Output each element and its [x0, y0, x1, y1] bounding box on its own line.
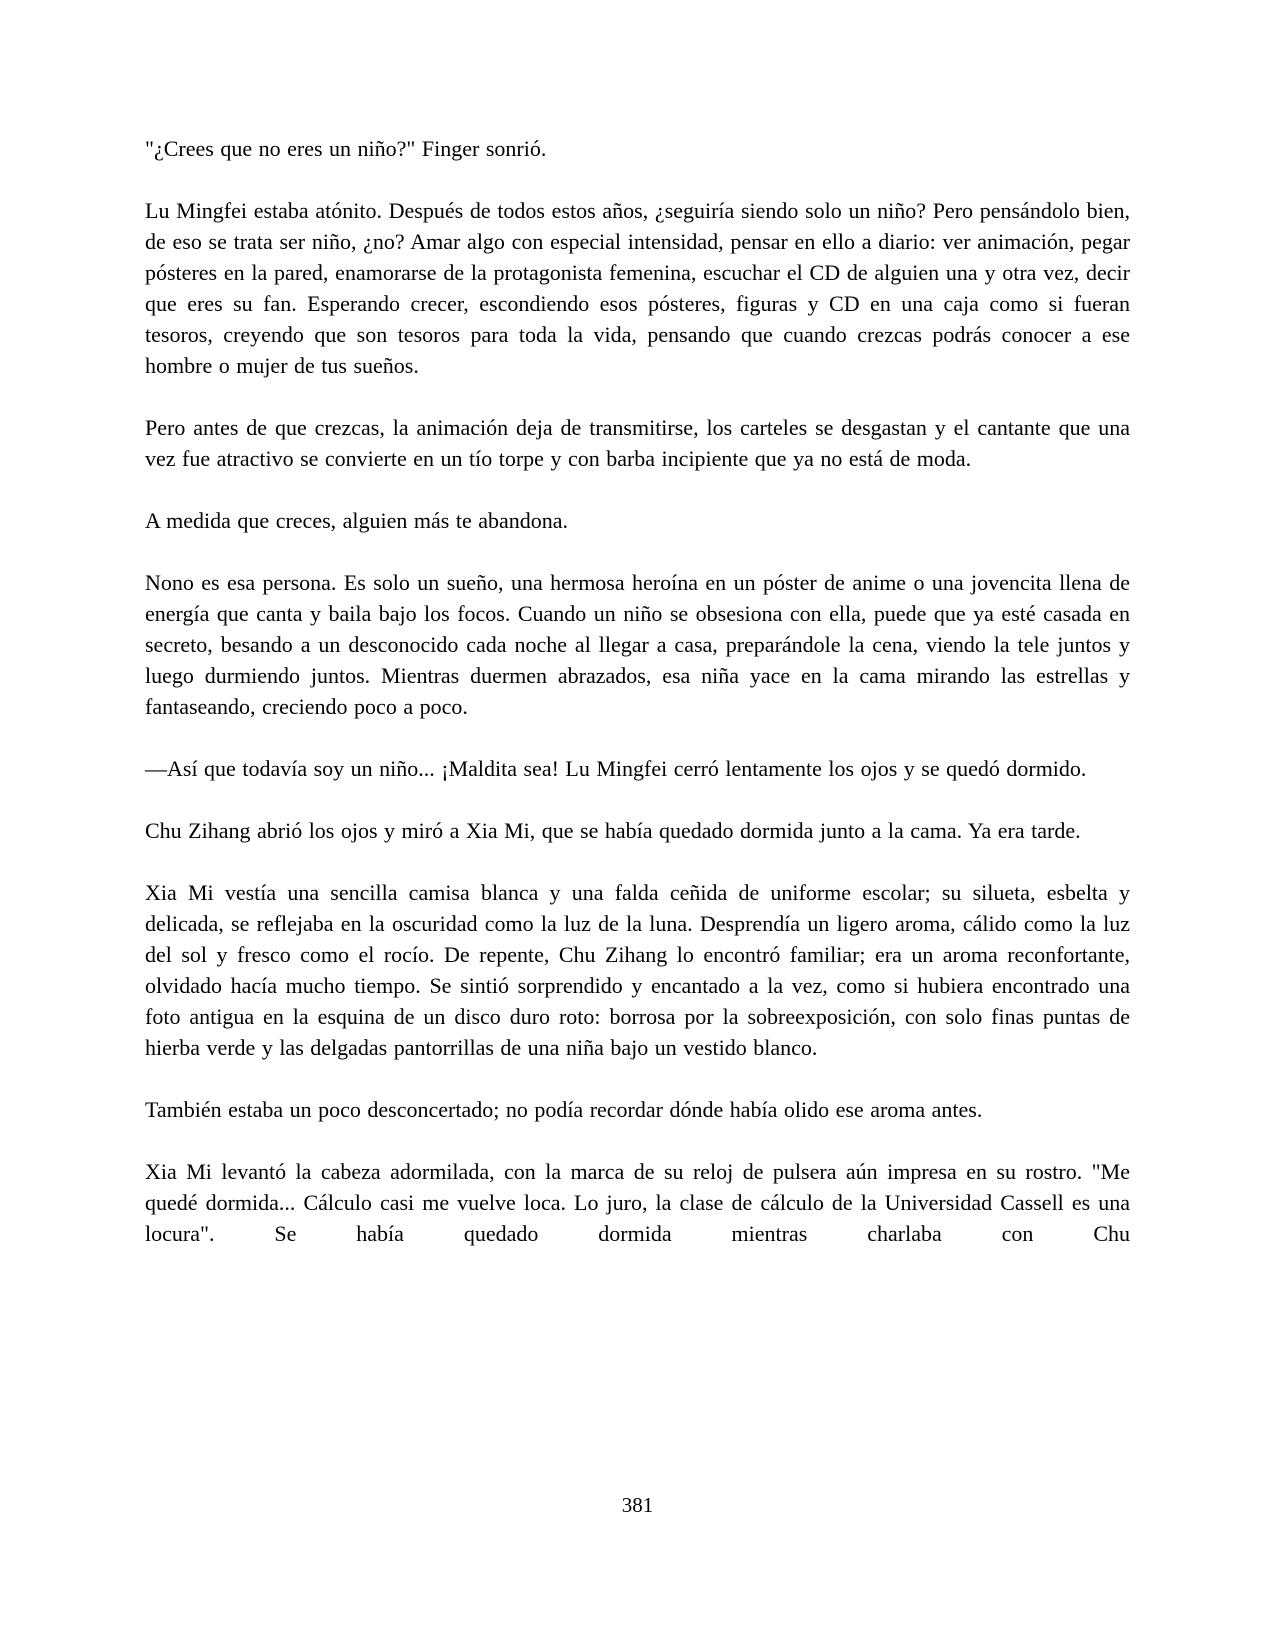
text-block	[145, 133, 1130, 1249]
paragraph: Chu Zihang abrió los ojos y miró a Xia Mi, que se había quedado dormida junto a la cama. Ya era tarde.	[145, 818, 1081, 843]
paragraph: Xia Mi vestía una sencilla camisa blanca y una falda ceñida de uniforme escolar; su silueta, esbelta y delicada, se reflejaba en la oscuridad como la luz de la luna. Desprendía un ligero aroma, cálido como la luz del sol y fresco como el rocío. De repente, Chu Zihang lo encontró familiar; era un aroma reconfortante, olvidado hacía mucho tiempo. Se sintió sorprendido y encantado a la vez, como si hubiera encontrado una foto antigua en la esquina de un disco duro roto: borrosa por la sobreexposición, con solo finas puntas de hierba verde y las delgadas pantorrillas de una niña bajo un vestido blanco.	[145, 880, 1130, 1060]
paragraph: Lu Mingfei estaba atónito. Después de todos estos años, ¿seguiría siendo solo un niño? Pero pensándolo bien, de eso se trata ser niño, ¿no? Amar algo con especial intensidad, pensar en ello a diario: ver animación, pegar pósteres en la pared, enamorarse de la protagonista femenina, escuchar el CD de alguien una y otra vez, decir que eres su fan. Esperando crecer, escondiendo esos pósteres, figuras y CD en una caja como si fueran tesoros, creyendo que son tesoros para toda la vida, pensando que cuando crezcas podrás conocer a ese hombre o mujer de tus sueños.	[145, 198, 1130, 378]
paragraph: "¿Crees que no eres un niño?" Finger sonrió.	[145, 136, 547, 161]
paragraph: A medida que creces, alguien más te abandona.	[145, 508, 569, 533]
paragraph: Pero antes de que crezcas, la animación deja de transmitirse, los carteles se desgastan y el cantante que una vez fue atractivo se convierte en un tío torpe y con barba incipiente que ya no está de moda.	[145, 415, 1130, 471]
paragraph: Xia Mi levantó la cabeza adormilada, con la marca de su reloj de pulsera aún impresa en su rostro. "Me quedé dormida... Cálculo casi me vuelve loca. Lo juro, la clase de cálculo de la Universidad Cassell es una locura". Se había quedado dormida mientras charlaba con Chu	[145, 1159, 1130, 1246]
paragraph: —Así que todavía soy un niño... ¡Maldita sea! Lu Mingfei cerró lentamente los ojos y se quedó dormido.	[145, 756, 1087, 781]
paragraph: También estaba un poco desconcertado; no podía recordar dónde había olido ese aroma antes.	[145, 1097, 983, 1122]
paragraph: Nono es esa persona. Es solo un sueño, una hermosa heroína en un póster de anime o una jovencita llena de energía que canta y baila bajo los focos. Cuando un niño se obsesiona con ella, puede que ya esté casada en secreto, besando a un desconocido cada noche al llegar a casa, preparándole la cena, viendo la tele juntos y luego durmiendo juntos. Mientras duermen abrazados, esa niña yace en la cama mirando las estrellas y fantaseando, creciendo poco a poco.	[145, 570, 1130, 719]
page-number: 381	[621, 1493, 654, 1517]
